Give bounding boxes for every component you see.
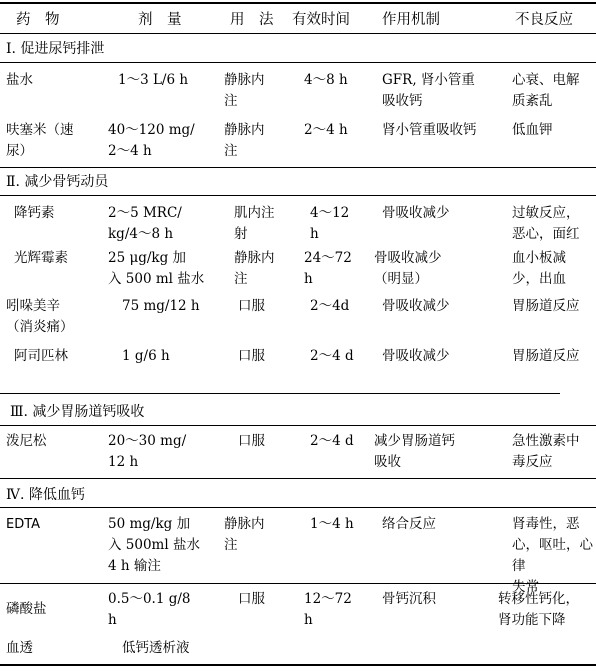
cell-adverse: 低血钾: [512, 122, 553, 138]
cell-dose: 25 μg/kg 加 入 500 ml 盐水: [108, 250, 205, 287]
table-row: [0, 514, 596, 595]
section-title: Ⅲ. 减少胃肠道钙吸收: [10, 404, 145, 420]
cell-mech: 骨钙沉积: [382, 591, 436, 607]
table-row: [0, 248, 596, 292]
cell-dose: 1 g/6 h: [122, 348, 170, 364]
section-rule: [0, 425, 596, 426]
cell-adverse: 过敏反应， 恶心，面红: [512, 205, 580, 242]
cell-dose: 50 mg/kg 加 入 500ml 盐水 4 h 输注: [108, 516, 200, 574]
cell-time: 24～72 h: [304, 250, 352, 287]
cell-time: 2～4d: [310, 298, 350, 314]
cell-drug: 吲哚美辛 （消炎痛）: [6, 298, 74, 335]
cell-dose: 低钙透析液: [122, 640, 190, 656]
section-rule: [0, 583, 596, 584]
section-rule: [0, 62, 596, 63]
cell-mech: GFR, 肾小管重 吸收钙: [382, 72, 475, 109]
section-rule: [0, 507, 596, 508]
section-title: Ⅱ. 减少骨钙动员: [6, 174, 109, 190]
header-rule: [0, 33, 596, 34]
cell-route: 口服: [238, 348, 265, 364]
cell-route: 肌内注 射: [234, 205, 275, 242]
table-row: [0, 346, 596, 370]
cell-dose: 75 mg/12 h: [122, 298, 200, 314]
cell-route: 口服: [238, 298, 265, 314]
cell-time: 1～4 h: [310, 516, 354, 532]
top-rule: [0, 2, 596, 4]
cell-drug: EDTA: [6, 517, 41, 532]
cell-adverse: 肾毒性，恶 心，呕吐，心律 失常: [512, 516, 593, 595]
cell-time: 12～72 h: [304, 591, 352, 628]
cell-drug: 泼尼松: [6, 433, 47, 449]
section-title: Ⅰ. 促进尿钙排泄: [6, 41, 105, 57]
cell-route: 静脉内 注: [224, 516, 265, 553]
section-rule: [0, 393, 560, 394]
table-row: [0, 296, 596, 340]
cell-time: 2～4 h: [304, 122, 348, 138]
cell-dose: 20～30 mg/ 12 h: [108, 433, 187, 470]
section-rule: [0, 195, 596, 196]
cell-route: 口服: [238, 433, 265, 449]
header-dose: 剂 量: [138, 12, 182, 28]
cell-route: 静脉内 注: [224, 72, 265, 109]
cell-adverse: 胃肠道反应: [512, 348, 580, 364]
cell-time: 2～4 d: [310, 433, 354, 449]
cell-route: 静脉内 注: [234, 250, 275, 287]
cell-route: 静脉内 注: [224, 122, 265, 159]
cell-mech: 骨吸收减少: [382, 298, 450, 314]
table-row: [0, 70, 596, 114]
cell-adverse: 心衰、电解 质紊乱: [512, 72, 580, 109]
cell-adverse: 急性激素中 毒反应: [512, 433, 580, 470]
table-row: [0, 203, 596, 247]
cell-drug: 血透: [6, 640, 33, 656]
cell-dose: 2～5 MRC/ kg/4～8 h: [108, 205, 182, 242]
cell-mech: 骨吸收减少: [382, 205, 450, 221]
header-adverse: 不良反应: [515, 12, 573, 28]
cell-drug: 阿司匹林: [14, 348, 68, 364]
table-row: [0, 431, 596, 475]
cell-drug: 光辉霉素: [14, 250, 68, 266]
cell-time: 4～12 h: [310, 205, 350, 242]
cell-adverse: 转移性钙化， 肾功能下降: [498, 591, 579, 628]
cell-dose: 0.5～0.1 g/8 h: [108, 591, 191, 628]
header-drug: 药 物: [16, 12, 60, 28]
cell-adverse: 胃肠道反应: [512, 298, 580, 314]
cell-mech: 肾小管重吸收钙: [382, 122, 477, 138]
header-route: 用 法: [230, 12, 274, 28]
table-row: [0, 589, 596, 633]
section-title: Ⅳ. 降低血钙: [6, 487, 85, 503]
cell-adverse: 血小板减 少，出血: [512, 250, 566, 287]
section-rule: [0, 478, 596, 479]
section-rule: [0, 167, 596, 168]
cell-mech: 减少胃肠道钙 吸收: [374, 433, 455, 470]
cell-drug: 磷酸盐: [6, 601, 47, 617]
header-time: 有效时间: [292, 12, 350, 28]
cell-time: 2～4 d: [310, 348, 354, 364]
bottom-rule: [0, 664, 596, 666]
cell-mech: 骨吸收减少 （明显）: [374, 250, 442, 287]
cell-route: 口服: [238, 591, 265, 607]
cell-mech: 络合反应: [382, 516, 436, 532]
header-mech: 作用机制: [382, 12, 440, 28]
cell-drug: 盐水: [6, 72, 33, 88]
cell-drug: 降钙素: [14, 205, 55, 221]
table-row: [0, 120, 596, 164]
cell-drug: 呋塞米（速 尿）: [6, 122, 74, 159]
cell-dose: 1～3 L/6 h: [118, 72, 189, 88]
cell-time: 4～8 h: [304, 72, 348, 88]
cell-dose: 40～120 mg/ 2～4 h: [108, 122, 195, 159]
table-row: [0, 638, 596, 662]
cell-mech: 骨吸收减少: [382, 348, 450, 364]
